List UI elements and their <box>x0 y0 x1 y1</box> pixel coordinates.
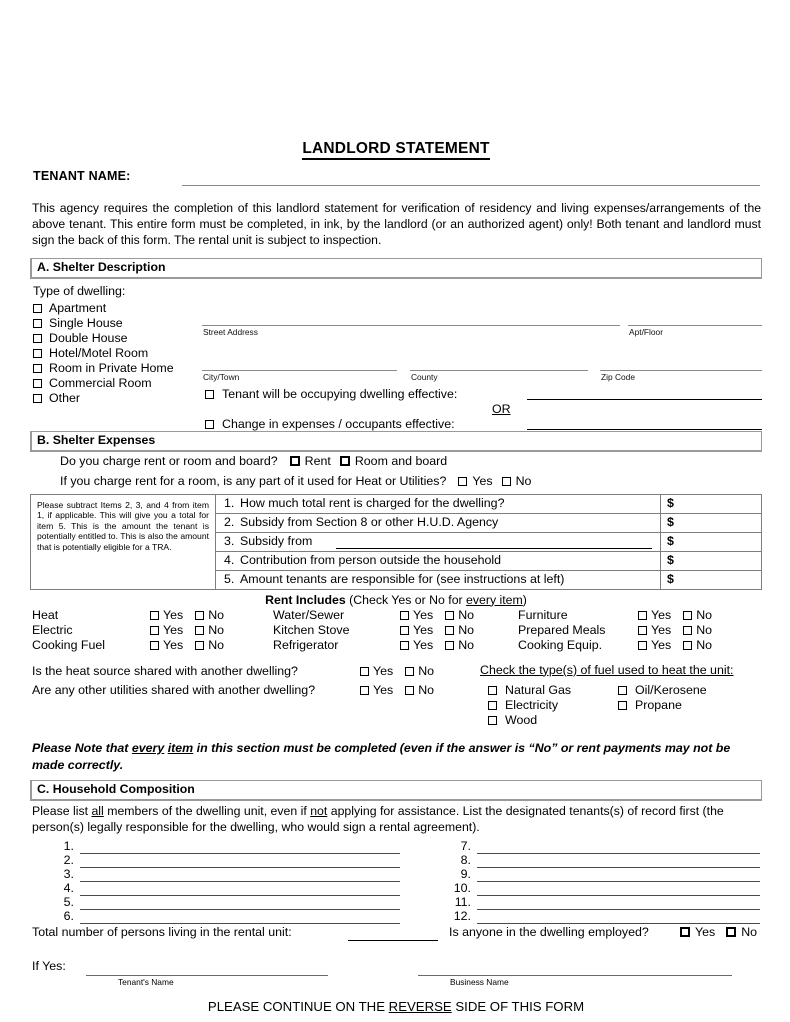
amount-input-row[interactable]: $ <box>667 571 674 586</box>
member-name-line[interactable] <box>477 923 760 924</box>
section-a-header: A. Shelter Description <box>30 258 762 279</box>
checkbox-double-house-icon[interactable] <box>33 334 42 343</box>
rent-includes-title-after: ) <box>522 592 527 607</box>
checkbox-cooking-equip-yes-icon[interactable] <box>638 641 647 650</box>
member-name-line[interactable] <box>477 909 760 910</box>
or-separator: OR <box>492 401 511 416</box>
expense-row <box>216 571 660 589</box>
dwelling-option-other[interactable] <box>33 391 233 406</box>
amount-input-row[interactable]: $ <box>661 495 761 514</box>
rent-includes-label: Furniture <box>518 607 568 622</box>
expenses-instructions-cell: Please subtract Items 2, 3, and 4 from item 1, if applicable. This will give you a total for item 5. This is the amount the tenant is potentially entitled to. This is also the amount that is potentially eligible for a TRA. <box>31 494 216 589</box>
rent-includes-water-sewer-yesno[interactable] <box>400 608 474 622</box>
no-label: No <box>696 637 713 652</box>
shared-utilities-and-fuel <box>30 664 762 734</box>
rent-includes-label: Cooking Equip. <box>518 637 603 652</box>
rent-includes-heat-yesno[interactable] <box>150 608 224 622</box>
fuel-option-oil-kerosene[interactable] <box>618 683 707 697</box>
rent-includes-title-before: (Check Yes or No for <box>345 592 467 607</box>
expense-number: 1. <box>224 495 235 510</box>
expense-row <box>216 533 660 552</box>
fuel-type-header: Check the type(s) of fuel used to heat the unit: <box>480 662 734 677</box>
section-b-body <box>30 452 762 774</box>
option-rent-label: Rent <box>304 453 331 468</box>
checkbox-cooking-fuel-yes-icon[interactable] <box>150 641 159 650</box>
checkbox-furniture-no-icon[interactable] <box>683 611 692 620</box>
page-title-text: LANDLORD STATEMENT <box>302 140 489 160</box>
checkbox-water-sewer-no-icon[interactable] <box>445 611 454 620</box>
change-expenses-label: Change in expenses / occupants effective: <box>222 416 455 431</box>
no-label: No <box>741 924 758 939</box>
member-number: 6. <box>63 908 74 923</box>
note-part-1: Please Note that <box>32 740 132 755</box>
household-instructions <box>32 803 760 836</box>
field-city-town[interactable] <box>202 370 397 382</box>
dwelling-option-apartment[interactable] <box>33 301 233 316</box>
no-label: No <box>208 607 225 622</box>
member-number: 4. <box>63 880 74 895</box>
rent-includes-label: Refrigerator <box>273 637 339 652</box>
change-expenses-row[interactable] <box>205 417 455 431</box>
rent-includes-grid <box>30 608 762 656</box>
expense-text: Subsidy from Section 8 or other H.U.D. Agency <box>240 514 499 529</box>
member-name-line[interactable] <box>80 895 400 896</box>
expense-row <box>216 514 660 533</box>
checkbox-refrigerator-no-icon[interactable] <box>445 641 454 650</box>
member-name-line[interactable] <box>477 895 760 896</box>
expense-text: Contribution from person outside the household <box>240 552 502 567</box>
rent-includes-prepared-meals-yesno[interactable] <box>638 623 712 637</box>
checkbox-employed-no-icon[interactable] <box>726 927 736 937</box>
dwelling-option-label: Room in Private Home <box>49 360 174 375</box>
tenant-occupying-label: Tenant will be occupying dwelling effective: <box>222 386 458 401</box>
rent-includes-cooking-equip-yesno[interactable] <box>638 638 712 652</box>
checkbox-room-heat-yes-icon[interactable] <box>458 477 467 486</box>
rent-includes-refrigerator-yesno[interactable] <box>400 638 474 652</box>
title-row <box>30 140 762 166</box>
charge-rent-question-row <box>60 452 762 472</box>
expense-text: Subsidy from <box>240 533 313 548</box>
field-zip-code[interactable] <box>600 370 762 382</box>
yes-label: Yes <box>163 607 184 622</box>
expense-number: 5. <box>224 571 235 586</box>
checkbox-employed-yes-icon[interactable] <box>680 927 690 937</box>
yes-label: Yes <box>651 607 672 622</box>
total-persons-row <box>30 925 762 947</box>
yes-label: Yes <box>413 622 434 637</box>
yes-label: Yes <box>163 622 184 637</box>
rent-includes-electric-yesno[interactable] <box>150 623 224 637</box>
expense-text: Amount tenants are responsible for (see instructions at left) <box>240 571 565 586</box>
total-persons-input-line[interactable] <box>348 940 438 941</box>
checkbox-heat-shared-no-icon[interactable] <box>405 667 414 676</box>
dwelling-option-label: Double House <box>49 330 128 345</box>
yes-label: Yes <box>163 637 184 652</box>
tenant-occupying-date-line[interactable] <box>527 399 762 400</box>
yes-label: Yes <box>695 924 716 939</box>
tenant-name-caption: Tenant's Name <box>118 976 174 987</box>
rent-includes-cooking-fuel-yesno[interactable] <box>150 638 224 652</box>
tenant-name-employed-line[interactable] <box>86 975 328 976</box>
field-county[interactable] <box>410 370 588 382</box>
fuel-label: Propane <box>635 697 682 712</box>
no-label: No <box>458 637 475 652</box>
dwelling-option-hotel-motel-room[interactable] <box>33 346 233 361</box>
footer-note <box>30 999 762 1014</box>
member-number: 11. <box>454 894 471 909</box>
fuel-option-wood[interactable] <box>488 713 537 727</box>
checkbox-kitchen-stove-yes-icon[interactable] <box>400 626 409 635</box>
member-name-line[interactable] <box>80 923 400 924</box>
note-underline-every: every <box>131 740 165 755</box>
street-address-caption: Street Address <box>203 326 258 337</box>
footer-underline-reverse: REVERSE <box>388 998 452 1014</box>
rent-includes-label: Kitchen Stove <box>273 622 350 637</box>
checkbox-tenant-occupying-icon[interactable] <box>205 390 214 399</box>
room-heat-yes-label: Yes <box>472 473 493 488</box>
checkbox-water-sewer-yes-icon[interactable] <box>400 611 409 620</box>
dwelling-option-label: Commercial Room <box>49 375 152 390</box>
rent-includes-title-bold: Rent Includes <box>265 592 346 607</box>
checkbox-room-heat-no-icon[interactable] <box>502 477 511 486</box>
page-title <box>30 140 762 158</box>
footer-before: PLEASE CONTINUE ON THE <box>207 998 389 1014</box>
member-number: 9. <box>460 866 471 881</box>
household-members-list <box>30 839 762 923</box>
checkbox-room-and-board-icon[interactable] <box>340 456 350 466</box>
member-name-line[interactable] <box>477 853 760 854</box>
expense-row <box>216 552 660 571</box>
fuel-option-propane[interactable] <box>618 698 682 712</box>
yes-label: Yes <box>373 682 394 697</box>
county-caption: County <box>411 371 438 382</box>
checkbox-commercial-room-icon[interactable] <box>33 379 42 388</box>
checkbox-furniture-yes-icon[interactable] <box>638 611 647 620</box>
member-name-line[interactable] <box>80 853 400 854</box>
field-apt-floor[interactable] <box>628 325 762 337</box>
checkbox-heat-yes-icon[interactable] <box>150 611 159 620</box>
expense-number: 4. <box>224 552 235 567</box>
heat-shared-yesno[interactable] <box>360 664 434 678</box>
yes-label: Yes <box>413 607 434 622</box>
note-part-3: in this section must be completed (even if the answer is “No” or rent payments may not be made correctly. <box>32 740 731 772</box>
no-label: No <box>208 637 225 652</box>
tenant-occupying-row[interactable] <box>205 387 457 401</box>
checkbox-cooking-equip-no-icon[interactable] <box>683 641 692 650</box>
form-body <box>30 140 762 1014</box>
rent-includes-label: Heat <box>32 607 59 622</box>
utilities-shared-yesno[interactable] <box>360 683 434 697</box>
dwelling-option-label: Single House <box>49 315 123 330</box>
instructions-part-2: members of the dwelling unit, even if <box>103 803 311 818</box>
expense-row <box>216 495 660 514</box>
checkbox-cooking-fuel-no-icon[interactable] <box>195 641 204 650</box>
apt-floor-caption: Apt/Floor <box>629 326 663 337</box>
checkbox-refrigerator-yes-icon[interactable] <box>400 641 409 650</box>
city-town-caption: City/Town <box>203 371 240 382</box>
fuel-label: Wood <box>505 712 538 727</box>
rent-includes-title-underline: every item <box>466 592 523 607</box>
completion-note <box>32 740 760 774</box>
instructions-underline-all: all <box>91 803 104 818</box>
member-number: 3. <box>63 866 74 881</box>
amount-input-row[interactable]: $ <box>661 533 761 552</box>
fuel-option-natural-gas[interactable] <box>488 683 571 697</box>
rent-includes-label: Water/Sewer <box>273 607 345 622</box>
fuel-label: Electricity <box>505 697 559 712</box>
checkbox-kitchen-stove-no-icon[interactable] <box>445 626 454 635</box>
expense-number: 2. <box>224 514 235 529</box>
dwelling-type-list <box>33 301 233 406</box>
checkbox-electricity-fuel-icon[interactable] <box>488 701 497 710</box>
no-label: No <box>458 607 475 622</box>
yes-label: Yes <box>413 637 434 652</box>
member-name-line[interactable] <box>80 867 400 868</box>
checkbox-utilities-shared-no-icon[interactable] <box>405 686 414 695</box>
member-number: 8. <box>460 852 471 867</box>
employed-yesno[interactable] <box>680 925 757 939</box>
checkbox-prepared-meals-no-icon[interactable] <box>683 626 692 635</box>
fuel-option-electricity[interactable] <box>488 698 558 712</box>
business-name-line[interactable] <box>418 975 732 976</box>
room-heat-no-label: No <box>515 473 532 488</box>
member-number: 12. <box>453 908 471 923</box>
no-label: No <box>458 622 475 637</box>
checkbox-utilities-shared-yes-icon[interactable] <box>360 686 369 695</box>
tenant-name-input-line[interactable] <box>182 185 760 186</box>
subsidy-source-input-line[interactable] <box>336 548 652 549</box>
no-label: No <box>418 682 435 697</box>
room-heat-question-row <box>60 472 762 492</box>
checkbox-other-icon[interactable] <box>33 394 42 403</box>
heat-shared-question: Is the heat source shared with another dwelling? <box>32 663 298 678</box>
no-label: No <box>696 607 713 622</box>
tenant-name-row <box>30 167 762 191</box>
checkbox-hotel-motel-icon[interactable] <box>33 349 42 358</box>
zip-code-caption: Zip Code <box>601 371 635 382</box>
checkbox-oil-kerosene-icon[interactable] <box>618 686 627 695</box>
member-number: 10. <box>453 880 471 895</box>
field-street-address[interactable] <box>202 325 620 337</box>
no-label: No <box>208 622 225 637</box>
employed-question-label: Is anyone in the dwelling employed? <box>449 924 649 939</box>
member-number: 2. <box>63 852 74 867</box>
if-yes-label: If Yes: <box>32 958 66 973</box>
checkbox-rent-icon[interactable] <box>290 456 300 466</box>
section-b-header: B. Shelter Expenses <box>30 431 762 452</box>
checkbox-apartment-icon[interactable] <box>33 304 42 313</box>
checkbox-natural-gas-icon[interactable] <box>488 686 497 695</box>
member-number: 5. <box>63 894 74 909</box>
no-label: No <box>418 663 435 678</box>
checkbox-prepared-meals-yes-icon[interactable] <box>638 626 647 635</box>
amount-input-row[interactable]: $ <box>661 514 761 533</box>
intro-paragraph: This agency requires the completion of this landlord statement for verification of residency and living expenses/arrangements of the above tenant. This entire form must be completed, in ink, by the landlord (or an authorized agent) only! Both tenant and landlord must sign the back of this form. The rental unit is subject to inspection. <box>32 201 761 248</box>
yes-label: Yes <box>373 663 394 678</box>
section-c-header: C. Household Composition <box>30 780 762 801</box>
rent-includes-title <box>30 593 762 607</box>
checkbox-electric-no-icon[interactable] <box>195 626 204 635</box>
no-label: No <box>696 622 713 637</box>
utilities-shared-question: Are any other utilities shared with another dwelling? <box>32 682 316 697</box>
shelter-expenses-table <box>30 494 762 590</box>
rent-includes-label: Prepared Meals <box>518 622 606 637</box>
note-underline-item: item <box>167 740 194 755</box>
expenses-amounts-cell <box>661 494 762 589</box>
instructions-part-3: applying for assistance. List the designated tenants(s) of record first (the person(s) legally responsible for the dwelling, who would sign a rental agreement). <box>32 803 724 835</box>
charge-rent-question: Do you charge rent or room and board? <box>60 453 278 468</box>
expense-number: 3. <box>224 533 235 548</box>
member-name-line[interactable] <box>477 881 760 882</box>
checkbox-electric-yes-icon[interactable] <box>150 626 159 635</box>
tenant-name-label: TENANT NAME: <box>33 169 131 183</box>
checkbox-propane-icon[interactable] <box>618 701 627 710</box>
amount-input-row[interactable]: $ <box>661 552 761 571</box>
member-name-line[interactable] <box>477 867 760 868</box>
fuel-label: Natural Gas <box>505 682 572 697</box>
checkbox-wood-icon[interactable] <box>488 716 497 725</box>
business-name-caption: Business Name <box>450 976 509 987</box>
section-a-body <box>30 281 762 431</box>
expenses-items-cell <box>216 494 661 589</box>
rent-includes-label: Cooking Fuel <box>32 637 106 652</box>
rent-includes-kitchen-stove-yesno[interactable] <box>400 623 474 637</box>
room-heat-question: If you charge rent for a room, is any part of it used for Heat or Utilities? <box>60 473 447 488</box>
expense-text: How much total rent is charged for the dwelling? <box>240 495 505 510</box>
yes-label: Yes <box>651 637 672 652</box>
total-persons-label: Total number of persons living in the rental unit: <box>32 924 292 939</box>
checkbox-single-house-icon[interactable] <box>33 319 42 328</box>
change-expenses-date-line[interactable] <box>527 429 762 430</box>
fuel-label: Oil/Kerosene <box>635 682 707 697</box>
footer-after: SIDE OF THIS FORM <box>451 998 585 1014</box>
checkbox-heat-shared-yes-icon[interactable] <box>360 667 369 676</box>
instructions-underline-not: not <box>310 803 328 818</box>
option-room-board-label: Room and board <box>354 453 448 468</box>
dwelling-option-label: Hotel/Motel Room <box>49 345 149 360</box>
member-name-line[interactable] <box>80 881 400 882</box>
member-number: 7. <box>460 838 471 853</box>
if-yes-row <box>30 959 762 999</box>
instructions-part-1: Please list <box>32 803 92 818</box>
rent-includes-label: Electric <box>32 622 73 637</box>
dwelling-option-label: Other <box>49 390 80 405</box>
checkbox-room-private-home-icon[interactable] <box>33 364 42 373</box>
member-name-line[interactable] <box>80 909 400 910</box>
member-number: 1. <box>63 838 74 853</box>
dwelling-option-label: Apartment <box>49 300 107 315</box>
checkbox-change-expenses-icon[interactable] <box>205 420 214 429</box>
checkbox-heat-no-icon[interactable] <box>195 611 204 620</box>
rent-includes-furniture-yesno[interactable] <box>638 608 712 622</box>
yes-label: Yes <box>651 622 672 637</box>
dwelling-type-label: Type of dwelling: <box>33 283 126 298</box>
